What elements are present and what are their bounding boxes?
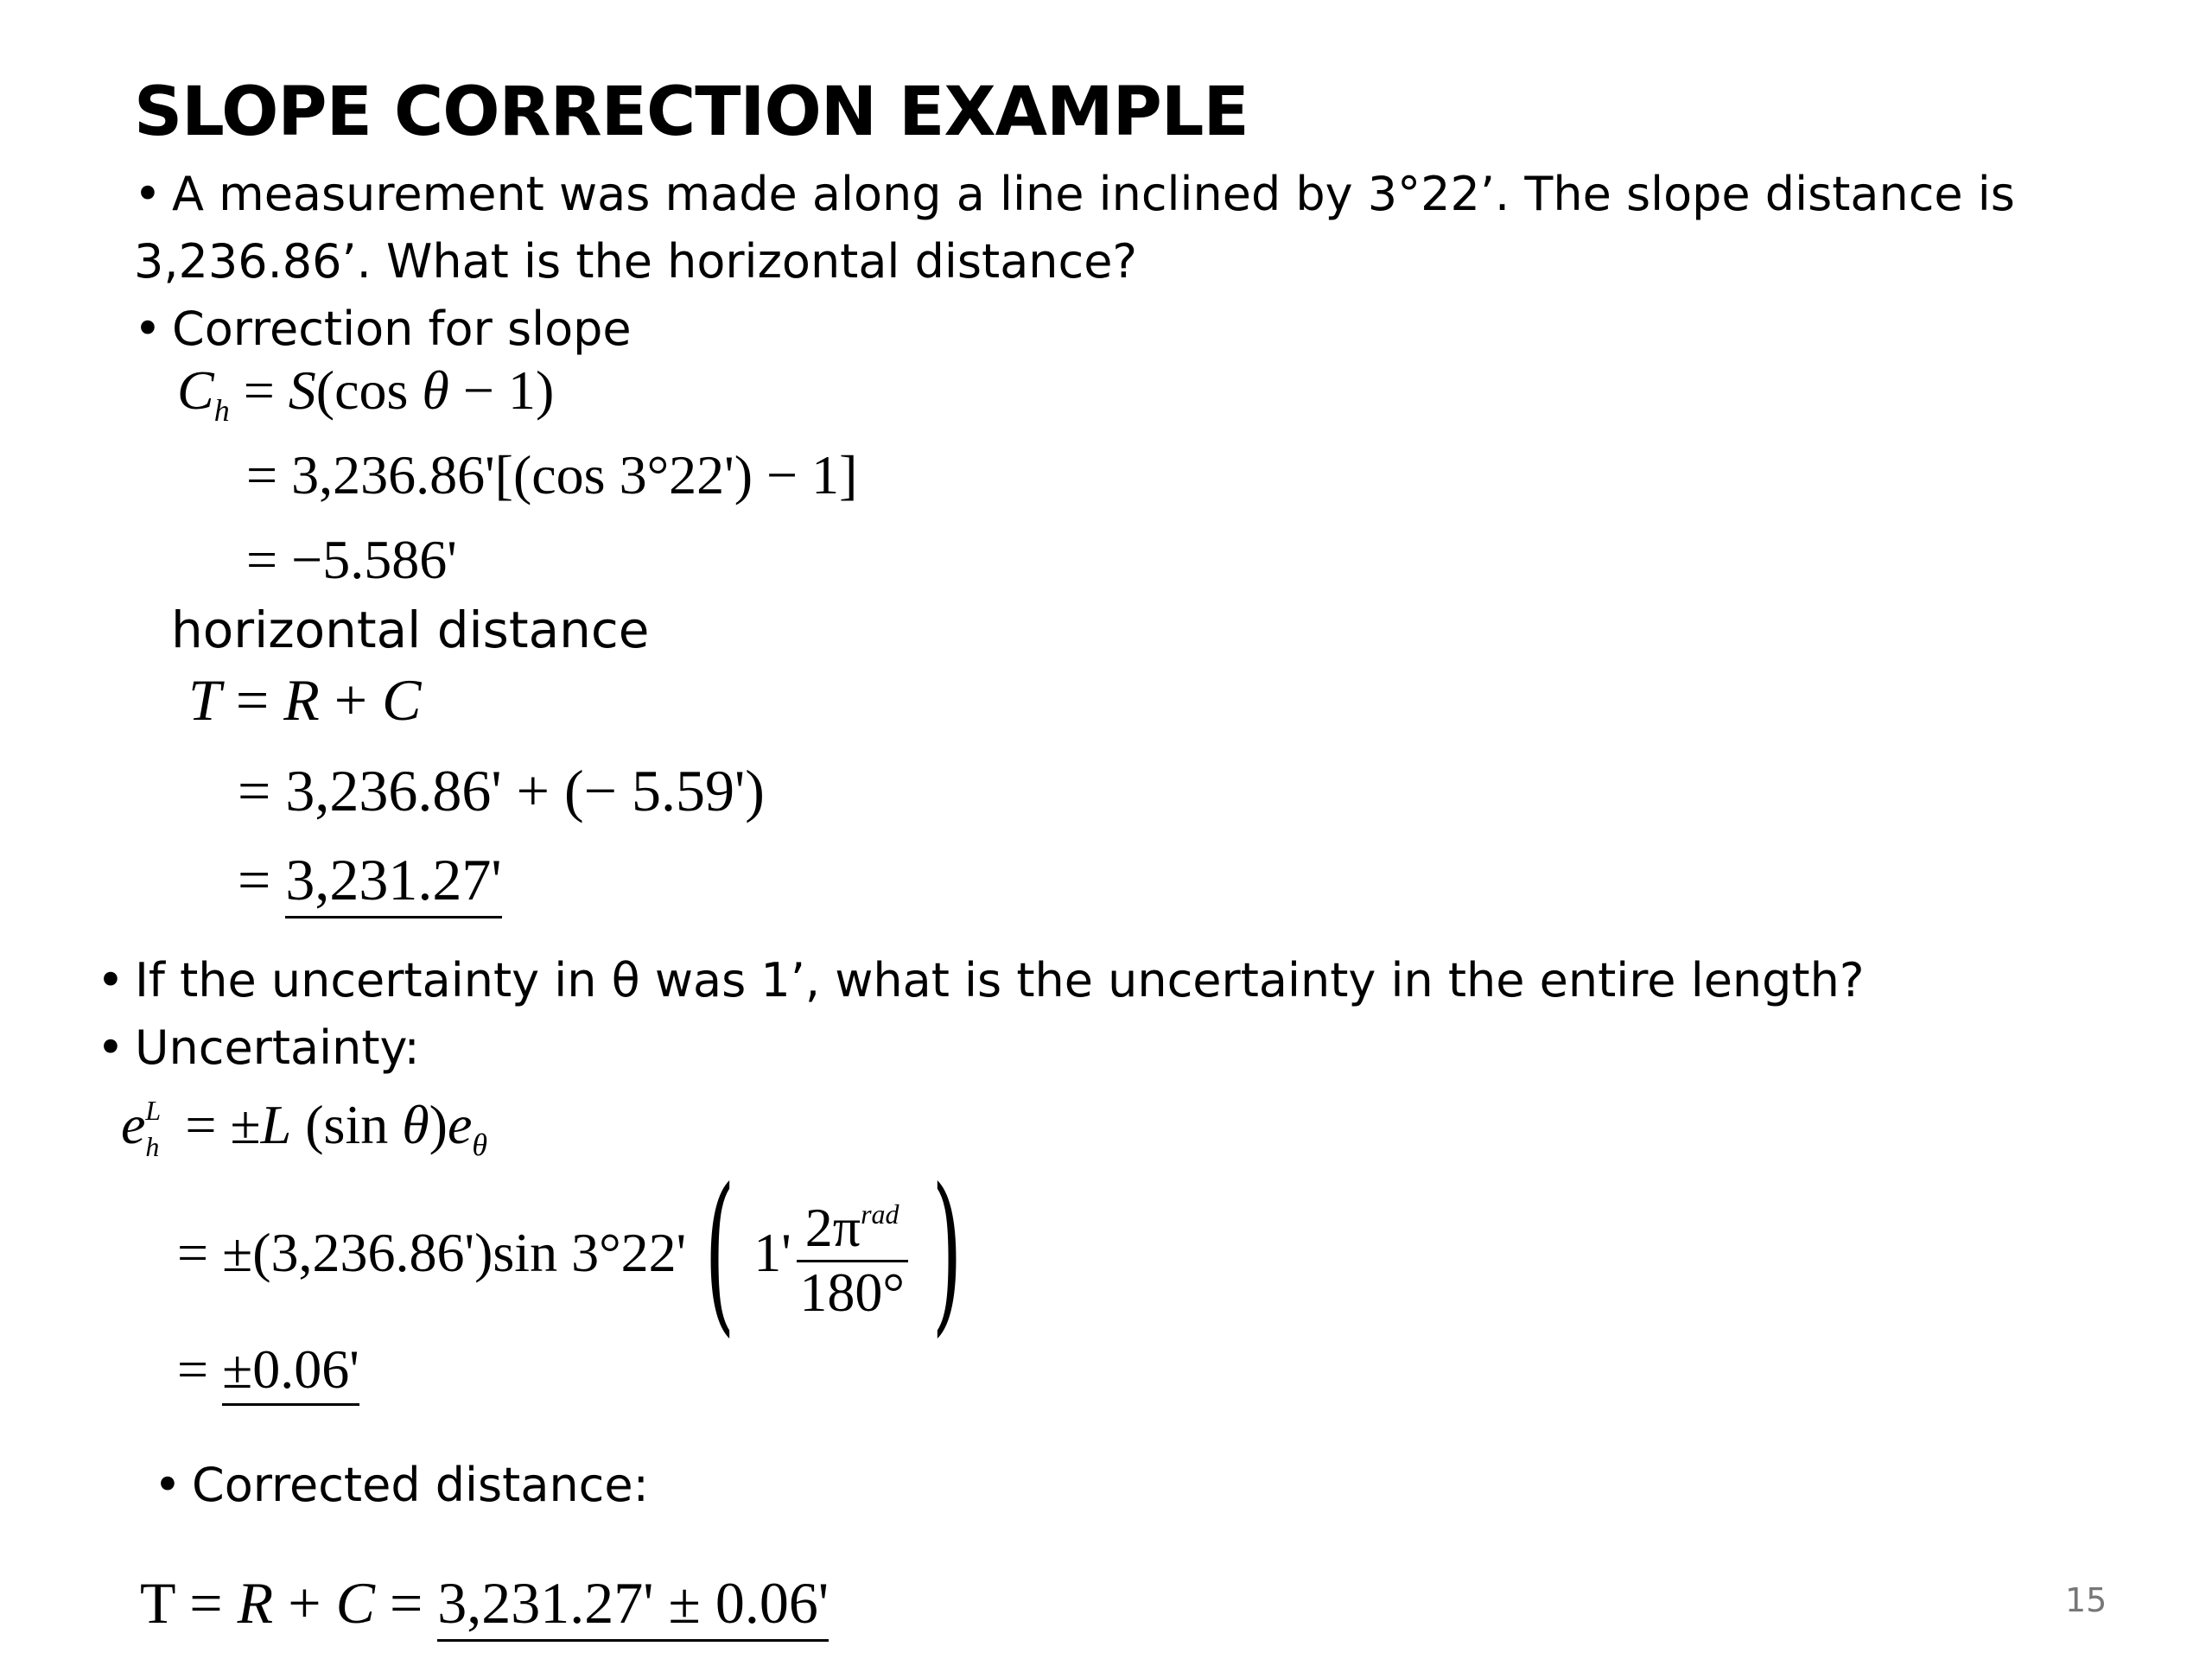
- bullet-text: Correction for slope: [172, 302, 632, 356]
- equals: =: [374, 1570, 438, 1636]
- var-theta: θ: [402, 1094, 429, 1155]
- one-minute: 1': [753, 1222, 791, 1283]
- var-C: C: [177, 359, 214, 421]
- final-equation: [140, 1568, 829, 1637]
- var-theta: θ: [422, 359, 449, 421]
- equals: =: [229, 359, 289, 421]
- var-L: L: [260, 1094, 292, 1155]
- radian-fraction: [797, 1184, 908, 1323]
- uncertainty-equation-line1: [121, 1090, 487, 1179]
- bullet-text-line1: A measurement was made along a line inclined by 3°22’. The slope distance is: [172, 167, 2015, 221]
- plus: +: [319, 667, 383, 733]
- slope-equation-line2: = 3,236.86'[(cos 3°22') − 1]: [246, 444, 858, 505]
- super-sub-stack: [145, 1095, 171, 1162]
- bullet-correction-for-slope: [134, 296, 632, 363]
- bullet-uncertainty-question: [97, 947, 1864, 1014]
- left-big-paren: (: [704, 1152, 735, 1353]
- close-paren: ): [429, 1094, 448, 1155]
- uncertainty-equation-line2: [177, 1152, 981, 1353]
- uncertainty-equation-line3: [177, 1335, 359, 1404]
- bullet-dot: •: [97, 953, 124, 1007]
- bullet-text: If the uncertainty in θ was 1’, what is the uncertainty in the entire length?: [135, 953, 1865, 1007]
- subscript-theta: θ: [472, 1128, 488, 1162]
- slide-title: SLOPE CORRECTION EXAMPLE: [134, 73, 1249, 151]
- slope-equation-line1: [177, 356, 554, 445]
- horizontal-equation-line1: [188, 665, 421, 734]
- sin-open: (sin: [291, 1094, 403, 1155]
- final-result: 3,231.27' ± 0.06': [437, 1570, 829, 1642]
- page-number: 15: [2065, 1581, 2107, 1619]
- superscript-rad: rad: [861, 1198, 899, 1230]
- var-C: C: [335, 1570, 375, 1636]
- cos-open: (cos: [315, 359, 423, 421]
- equals: =: [238, 847, 286, 912]
- bullet-text: Uncertainty:: [135, 1020, 420, 1075]
- horizontal-distance-label: horizontal distance: [171, 601, 650, 659]
- equals-pm: = ±: [171, 1094, 261, 1155]
- bullet-text: Corrected distance:: [192, 1458, 649, 1512]
- bullet-measurement-question: [134, 161, 2015, 228]
- subscript-h: h: [145, 1131, 160, 1162]
- var-T: T: [188, 667, 221, 733]
- var-e: e: [121, 1094, 146, 1155]
- bullet-uncertainty: [97, 1014, 420, 1082]
- two-pi: 2π: [804, 1196, 861, 1258]
- bullet-dot: •: [154, 1458, 181, 1512]
- uncertainty-result: ±0.06': [222, 1338, 359, 1406]
- bullet-corrected-distance: [154, 1452, 649, 1519]
- subscript-h: h: [213, 393, 230, 428]
- var-C: C: [382, 667, 422, 733]
- bullet-dot: •: [97, 1020, 124, 1075]
- fraction-numerator: [797, 1184, 908, 1262]
- uncertainty-expression: = ±(3,236.86')sin 3°22': [177, 1222, 687, 1283]
- bullet-dot: •: [134, 302, 162, 356]
- horizontal-distance-result: 3,231.27': [285, 847, 501, 918]
- fraction-denominator: 180°: [799, 1261, 905, 1323]
- minus-one: − 1): [448, 359, 555, 421]
- bullet-dot: •: [134, 167, 162, 221]
- var-R: R: [237, 1570, 274, 1636]
- horizontal-equation-line2: = 3,236.86' + (− 5.59'): [238, 758, 765, 823]
- right-big-paren: ): [931, 1152, 963, 1353]
- plus: +: [273, 1570, 336, 1636]
- slope-equation-line3: = −5.586': [246, 529, 457, 590]
- equals: =: [177, 1338, 223, 1400]
- horizontal-equation-line3: [238, 845, 502, 914]
- final-lhs: T =: [140, 1570, 238, 1636]
- bullet-measurement-question-line2: 3,236.86’. What is the horizontal distance?: [134, 234, 1138, 289]
- superscript-L: L: [145, 1095, 162, 1126]
- equals: =: [220, 667, 284, 733]
- var-e-theta: e: [447, 1094, 473, 1155]
- var-S: S: [288, 359, 316, 421]
- var-R: R: [283, 667, 320, 733]
